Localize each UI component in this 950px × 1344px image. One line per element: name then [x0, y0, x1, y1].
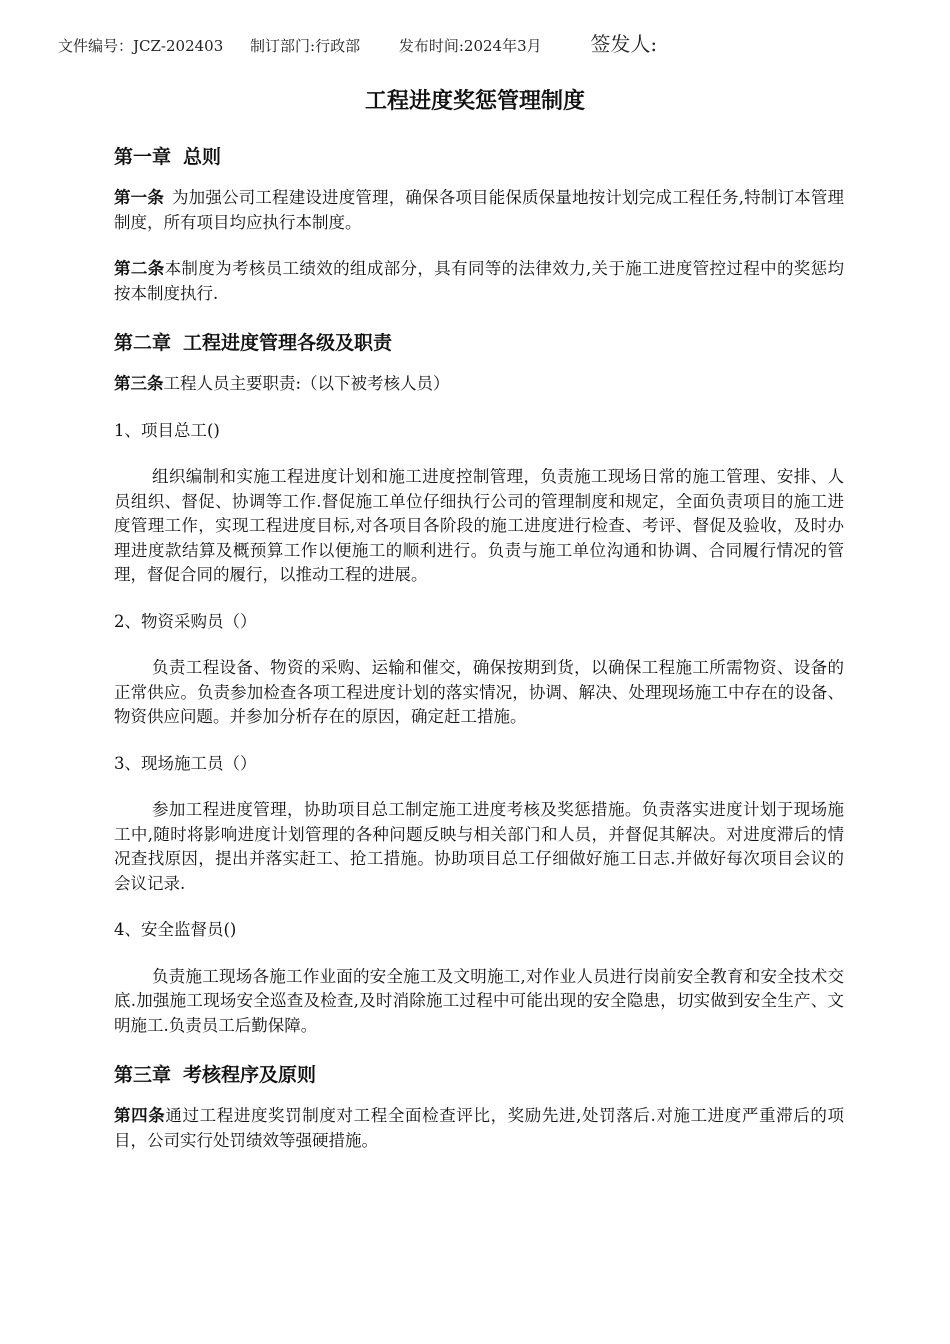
chapter-number: 第一章: [114, 146, 172, 168]
signer-label: 签发人:: [590, 32, 658, 56]
chapter-heading: [114, 328, 844, 358]
article-text: 为加强公司工程建设进度管理，确保各项目能保质保量地按计划完成工程任务,特制订本管理制度，所有项目均应执行本制度。: [114, 188, 845, 232]
article-paragraph: [114, 257, 844, 306]
document-body: [114, 142, 844, 1175]
role-heading: 4、安全监督员(): [114, 920, 237, 939]
role-heading: 1、项目总工(): [114, 420, 220, 440]
role-heading: 2、物资采购员（）: [114, 611, 257, 631]
article-label: 第三条: [114, 374, 164, 393]
role-description: 负责施工现场各施工作业面的安全施工及文明施工,对作业人员进行岗前安全教育和安全技术交底.加强施工现场安全巡查及检查,及时消除施工过程中可能出现的安全隐患，切实做到安全生产、文明施工.负责员工后勤保障。: [114, 966, 844, 1035]
article-text: 工程人员主要职责:（以下被考核人员）: [163, 374, 450, 393]
chapter-number: 第三章: [114, 1064, 172, 1086]
document-number: 文件编号：JCZ-202403: [58, 37, 224, 55]
chapter-title: 考核程序及原则: [183, 1064, 317, 1086]
role-description: 参加工程进度管理，协助项目总工制定施工进度考核及奖惩措施。负责落实进度计划于现场施工中,随时将影响进度计划管理的各种问题反映与相关部门和人员，并督促其解决。对进度滞后的情况查找原因，提出并落实赶工、抢工措施。协助项目总工仔细做好施工日志.并做好每次项目会议的会议记录.: [114, 800, 844, 893]
release-date: 发布时间:2024年3月: [398, 37, 542, 55]
issuing-department: 制订部门:行政部: [250, 37, 361, 55]
chapter-title: 总则: [183, 146, 222, 168]
chapter-heading: [114, 142, 844, 172]
article-label: 第二条: [114, 259, 165, 278]
role-description: 负责工程设备、物资的采购、运输和催交，确保按期到货，以确保工程施工所需物资、设备的正常供应。负责参加检查各项工程进度计划的落实情况，协调、解决、处理现场施工中存在的设备、物资供应问题。并参加分析存在的原因，确定赶工措施。: [114, 658, 844, 726]
document-header: [58, 28, 918, 57]
article-label: 第一条: [114, 188, 165, 207]
article-text: 通过工程进度奖罚制度对工程全面检查评比，奖励先进,处罚落后.对施工进度严重滞后的项目，公司实行处罚绩效等强硬措施。: [114, 1106, 845, 1150]
article-paragraph: [114, 1104, 844, 1153]
chapter-heading: [114, 1060, 844, 1090]
role-heading: 3、现场施工员（）: [114, 753, 257, 773]
role-description: 组织编制和实施工程进度计划和施工进度控制管理，负责施工现场日常的施工管理、安排、人员组织、督促、协调等工作.督促施工单位仔细执行公司的管理制度和规定，全面负责项目的施工进度管理工作，实现工程进度目标,对各项目各阶段的施工进度进行检查、考评、督促及验收，及时办理进度款结算及概预算工作以便施工的顺利进行。负责与施工单位沟通和协调、合同履行情况的管理，督促合同的履行，以推动工程的进展。: [114, 467, 844, 584]
article-text: 本制度为考核员工绩效的组成部分，具有同等的法律效力,关于施工进度管控过程中的奖惩均按本制度执行.: [114, 259, 845, 303]
chapter-number: 第二章: [114, 332, 172, 354]
document-title: 工程进度奖惩管理制度: [364, 89, 585, 114]
article-paragraph: [114, 186, 844, 235]
article-paragraph: [114, 372, 844, 397]
article-label: 第四条: [114, 1106, 166, 1125]
chapter-title: 工程进度管理各级及职责: [183, 332, 393, 354]
